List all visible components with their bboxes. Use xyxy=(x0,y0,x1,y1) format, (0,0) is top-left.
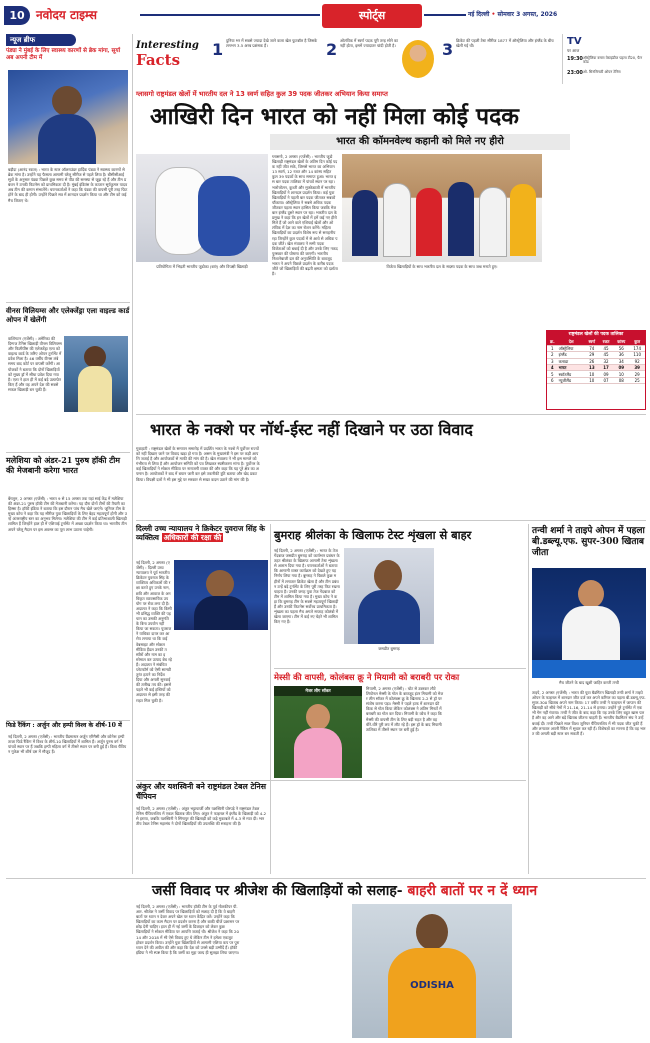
table-cell: 56 xyxy=(613,345,629,351)
tanvi-caption: मैच जीतने के बाद खुशी जाहिर करती तन्वी xyxy=(559,680,619,685)
main-subhead-bar xyxy=(270,134,570,150)
table-cell: 10 xyxy=(585,371,599,377)
fact-item-3 xyxy=(442,36,560,82)
yuvraj-headline-main: दिल्ली उच्च न्यायालय ने क्रिकेटर युवराज सिंह के व्यक्तित्व xyxy=(136,524,265,542)
team-photo-caption: विजेता खिलाड़ियों के साथ भारतीय दल के सदस्य पदक के साथ जश्न मनाते हुए। xyxy=(386,264,498,269)
table-cell: 45 xyxy=(599,345,613,351)
tanvi-headline: तन्वी शर्मा ने ताइपे ओपन में पहला बी.डब्ल्यू.एफ. सुपर-300 खिताब जीता xyxy=(532,526,645,558)
facts-title xyxy=(136,40,208,80)
judo-photo-caption: प्रतियोगिता में भिड़ती भारतीय जुडोका (बाएं) और विपक्षी खिलाड़ी xyxy=(156,264,248,269)
table-cell: 10 xyxy=(613,371,629,377)
fact-item-2 xyxy=(326,36,438,82)
northeast-body-4 xyxy=(516,446,646,516)
news-brief-label: न्यूज ब्रीफ xyxy=(10,36,35,44)
venus-body: वाशिंगटन (एजेंसी) : अमेरिका की दिग्गज टेनिस खिलाड़ी वीनस विलियम्स और फिलीपींस की एलेक्जेंड्रा एला को वाइल्ड कार्ड के जरिए ओपन टूर्नामेंट में प्रवेश मिला है। 46 वर्षीय वीनस लंबे समय बाद कोर्ट पर वापसी करेंगी। आयोजकों ने बताया कि दोनों खिलाड़ियों को मुख्य ड्रॉ में सीधा प्रवेश दिया गया है। एला ने हाल ही में कई बड़े उलटफेर किए हैं और वह अपने देश की सबसे सफल खिलाड़ी बन चुकी हैं। xyxy=(8,336,62,392)
yuvraj-photo xyxy=(174,560,268,630)
messi-headline: मेस्सी की वापसी, कोलंबस क्रू ने मियामी को बराबरी पर रोका xyxy=(274,672,460,682)
table-cell: 5 xyxy=(547,371,558,377)
sreejesh-photo xyxy=(352,904,512,1038)
divider xyxy=(274,668,526,669)
messi-photo xyxy=(274,686,362,778)
table-cell: 4 xyxy=(547,365,558,371)
main-body-col4 xyxy=(410,278,476,408)
athlete-2 xyxy=(384,184,410,256)
city: नई दिल्ली xyxy=(468,11,490,18)
medal-table-box xyxy=(546,330,646,410)
table-cell: 07 xyxy=(599,377,613,383)
section-title: स्पोर्ट्स xyxy=(358,9,386,22)
bumrah-caption: जसप्रीत बुमराह xyxy=(378,646,400,651)
tv-sublabel: पर आज xyxy=(567,48,580,53)
tv-show: ऑस्ट्रेलिया बनाम वेस्टइंडीज पहला टी20, फैन कोड xyxy=(583,56,643,65)
column-rule xyxy=(270,524,271,874)
sreejesh-face xyxy=(416,914,448,950)
fact-number: 2 xyxy=(326,40,338,59)
table-row xyxy=(547,377,645,383)
jersey-text: ODISHA xyxy=(410,980,454,991)
divider xyxy=(6,720,130,721)
tanvi-body: ताइपे, 2 अगस्त (एजेंसी) : भारत की युवा बैडमिंटन खिलाड़ी तन्वी शर्मा ने ताइपे ओपन के फाइनल में शानदार जीत दर्ज कर अपने करियर का पहला बी.डब्ल्यू.एफ. सुपर-300 खिताब अपने नाम किया। 17 वर्षीय तन्वी ने फाइनल में जापान की खिलाड़ी को सीधे गेमों में 21-16, 21-14 से हराया। उन्होंने पूरे टूर्नामेंट में एक भी गेम नहीं गंवाया। तन्वी ने जीत के बाद कहा कि यह उनके लिए बहुत खास पल है और वह आगे और बड़े खिताब जीतना चाहती हैं। भारतीय बैडमिंटन संघ ने उन्हें बधाई दी। तन्वी पिछले साल विश्व जूनियर चैंपियनशिप में भी पदक जीत चुकी हैं और लगातार अपनी रैंकिंग में सुधार कर रही हैं। विशेषज्ञों का मानना है कि वह भारत की अगली बड़ी स्टार बन सकती हैं। xyxy=(532,690,646,736)
sreejesh-headline-main: जर्सी विवाद पर श्रीजेश की खिलाड़ियों को सलाह- xyxy=(152,883,403,899)
fide-body: नई दिल्ली, 2 अगस्त (एजेंसी) : भारतीय ग्रैंडमास्टर अर्जुन एरिगैसी और कोनेरू हम्पी ताजा फिडे रैंकिंग में विश्व के शीर्ष-10 खिलाड़ियों में शामिल हैं। अर्जुन पुरुष वर्ग में पांचवें स्थान पर हैं जबकि हम्पी महिला वर्ग में तीसरे स्थान पर बनी हुई हैं। विश्व चैंपियन गुकेश भी शीर्ष दस में मौजूद हैं। xyxy=(8,734,127,755)
section-tab xyxy=(322,4,422,28)
column-header: स्वर्ण xyxy=(585,339,599,345)
table-cell: 09 xyxy=(613,365,629,371)
main-body-col3 xyxy=(342,278,408,408)
tanvi-photo xyxy=(532,568,646,678)
divider xyxy=(6,878,646,879)
mls-label: मेजर लीग सॉकर xyxy=(305,688,331,693)
bumrah-face xyxy=(374,560,402,592)
table-cell: भारत xyxy=(558,365,585,371)
sreejesh-jersey xyxy=(388,948,476,1038)
table-cell: 17 xyxy=(599,365,613,371)
fact-text: दुनिया भर में सबसे ज्यादा देखे जाने वाला खेल फुटबॉल है जिसके लगभग 3.5 अरब प्रशंसक हैं। xyxy=(226,38,318,49)
sreejesh-headline xyxy=(152,880,646,902)
column-rule xyxy=(132,34,133,874)
table-cell: 08 xyxy=(613,377,629,383)
judoka-blue xyxy=(198,176,250,256)
table-cell: 92 xyxy=(629,358,645,364)
northeast-body-3 xyxy=(388,446,514,516)
fact-number: 3 xyxy=(442,40,454,59)
dateline xyxy=(468,9,648,21)
fact-text: ओलंपिक में स्वर्ण पदक पूरी तरह सोने का नहीं होता, इसमें ज्यादातर चांदी होती है। xyxy=(340,38,399,49)
table-cell: 174 xyxy=(629,345,645,351)
page-number-badge xyxy=(4,6,30,25)
table-cell: इंग्लैंड xyxy=(558,352,585,358)
table-cell: कनाडा xyxy=(558,358,585,364)
tv-time: 19:30 xyxy=(567,56,583,62)
fact-number: 1 xyxy=(212,40,224,59)
venus-body-cont xyxy=(8,414,128,452)
medal-table-title: राष्ट्रमंडल खेलों की पदक तालिका xyxy=(547,331,645,339)
bumrah-photo xyxy=(344,548,434,644)
venus-headline: वीनस विलियम्स और एलेक्जेंड्रा एला वाइल्ड कार्ड ओपन में खेलेंगी xyxy=(6,306,130,324)
news-brief-headline: पंड्या ने मुंबई के लिए स्वास्थ्य कारणों से ब्रेक मांगा, सूर्या अब अपनी टीम में xyxy=(6,48,121,61)
fide-headline: फिडे रैंकिंग : अर्जुन और हम्पी विश्व के शीर्ष-10 में xyxy=(6,722,122,729)
masthead-rule-right xyxy=(424,14,466,16)
date: सोमवार 3 अगस्त, 2026 xyxy=(497,11,558,18)
venus-dress xyxy=(78,366,112,412)
sponsor-banner xyxy=(532,660,646,678)
main-headline: आखिरी दिन भारत को नहीं मिला कोई पदक xyxy=(150,103,519,130)
fact-photo xyxy=(402,40,434,78)
tv-row-1 xyxy=(567,56,645,68)
srilanka-body-1: नई दिल्ली, 2 अगस्त (एजेंसी) : भारत के तेज गेंदबाज जसप्रीत बुमराह को कार्यभार प्रबंधन के तहत श्रीलंका के खिलाफ आगामी टेस्ट शृंखला से आराम दिया गया है। चयनकर्ताओं ने बताया कि आगामी व्यस्त कार्यक्रम को देखते हुए यह निर्णय लिया गया है। बुमराह ने पिछले कुछ महीनों में लगातार क्रिकेट खेला है और टीम प्रबंधन उन्हें बड़े टूर्नामेंट के लिए पूरी तरह फिट रखना चाहता है। उनकी जगह युवा तेज गेंदबाज को टीम में शामिल किया गया है। मुख्य कोच ने कहा कि बुमराह टीम के सबसे महत्वपूर्ण खिलाड़ी हैं और उनकी फिटनेस सर्वोच्च प्राथमिकता है। शृंखला का पहला मैच अगले सप्ताह कोलंबो में खेला जाएगा। टीम में कई नए चेहरे भी शामिल किए गए हैं। xyxy=(274,548,340,625)
medal-table xyxy=(547,339,645,384)
news-brief-tag xyxy=(6,34,76,46)
pandya-photo xyxy=(8,70,128,164)
northeast-body-2 xyxy=(262,446,386,516)
athlete-4 xyxy=(448,182,474,256)
sreejesh-body-2 xyxy=(244,904,348,1038)
sreejesh-headline-highlight: बाहरी बातों पर न दें ध्यान xyxy=(407,883,538,899)
table-cell: 09 xyxy=(599,371,613,377)
table-cell: 74 xyxy=(585,345,599,351)
venus-figure xyxy=(84,346,106,368)
main-body-col-left xyxy=(136,278,268,408)
column-header: कुल xyxy=(629,339,645,345)
athlete-1 xyxy=(352,190,378,256)
table-cell: 1 xyxy=(547,345,558,351)
messi-body-1: मियामी, 2 अगस्त (एजेंसी) : चोट से उबरकर लौटे लियोनल मेस्सी के गोल के बावजूद इंटर मियामी को मेजर लीग सॉकर में कोलंबस क्रू के खिलाफ 2-2 से ड्रॉ पर संतोष करना पड़ा। मेस्सी ने पहले हाफ में शानदार फ्री किक से गोल किया लेकिन कोलंबस ने अंतिम मिनटों में बराबरी का गोल कर दिया। मियामी के कोच ने कहा कि मेस्सी की वापसी टीम के लिए बड़ी राहत है और वह धीरे-धीरे पूरी लय में लौट रहे हैं। इस ड्रॉ के बाद मियामी तालिका में तीसरे स्थान पर बनी हुई है। xyxy=(366,686,444,732)
yuvraj-face xyxy=(206,570,234,598)
ankur-headline: अंकुर और यशस्विनी बने राष्ट्रमंडल टेबल टेनिस चैंपियन xyxy=(136,782,267,801)
srilanka-headline: बुमराह श्रीलंका के खिलाफ टेस्ट शृंखला से बाहर xyxy=(274,528,472,542)
yuvraj-body-1: नई दिल्ली, 2 अगस्त (एजेंसी) : दिल्ली उच्च न्यायालय ने पूर्व भारतीय क्रिकेटर युवराज सिंह के व्यक्तित्व अधिकारों की रक्षा करते हुए उनके नाम, छवि और आवाज के अनधिकृत व्यावसायिक उपयोग पर रोक लगा दी है। अदालत ने कहा कि किसी भी प्रसिद्ध व्यक्ति की पहचान का उसकी अनुमति के बिना उपयोग नहीं किया जा सकता। युवराज ने याचिका दायर कर आरोप लगाया था कि कई वेबसाइट और सोशल मीडिया हैंडल उनकी तस्वीरों और नाम का इस्तेमाल कर उत्पाद बेच रहे हैं। अदालत ने संबंधित प्लेटफॉर्म को ऐसी सामग्री तुरंत हटाने का निर्देश दिया और अगली सुनवाई की तारीख तय की। इससे पहले भी कई हस्तियों को अदालत से इसी तरह की राहत मिल चुकी है। xyxy=(136,560,172,703)
messi-kit xyxy=(294,728,342,778)
team-photo xyxy=(342,154,542,262)
column-rule xyxy=(528,524,529,874)
facts-strip xyxy=(136,34,560,84)
main-subhead: भारत की कॉमनवेल्थ कहानी को मिले नए हीरो xyxy=(336,136,504,147)
table-cell: 29 xyxy=(585,352,599,358)
athlete-5 xyxy=(480,188,506,256)
table-cell: 110 xyxy=(629,352,645,358)
tanvi-face xyxy=(578,580,604,608)
masthead xyxy=(0,0,650,30)
divider xyxy=(136,414,646,415)
table-cell: 26 xyxy=(585,358,599,364)
divider xyxy=(6,452,130,453)
athlete-3 xyxy=(416,188,442,256)
table-cell: 36 xyxy=(613,352,629,358)
table-cell: 32 xyxy=(599,358,613,364)
player-body xyxy=(38,114,96,164)
table-cell: स्कॉटलैंड xyxy=(558,371,585,377)
yuvraj-headline-highlight: अधिकारों की रक्षा की xyxy=(163,533,222,542)
sreejesh-body-1: नई दिल्ली, 2 अगस्त (एजेंसी) : भारतीय हॉकी टीम के पूर्व गोलकीपर पी.आर. श्रीजेश ने जर्सी विवाद पर खिलाड़ियों को सलाह दी है कि वे बाहरी बातों पर ध्यान न देकर अपने खेल पर ध्यान केंद्रित करें। उन्होंने कहा कि खिलाड़ियों का काम मैदान पर प्रदर्शन करना है और बाकी चीजें प्रशासन पर छोड़ देनी चाहिए। हाल ही में नई जर्सी के डिजाइन को लेकर कुछ खिलाड़ियों ने सोशल मीडिया पर आपत्ति जताई थी। श्रीजेश ने कहा कि 2014 और 2018 में भी ऐसे विवाद हुए थे लेकिन टीम ने हमेशा एकजुट होकर प्रदर्शन किया। उन्होंने युवा खिलाड़ियों से आगामी एशिया कप पर पूरा ध्यान देने की अपील की और कहा कि देश को उनसे बड़ी उम्मीदें हैं। हॉकी इंडिया ने भी स्पष्ट किया है कि जर्सी का मुद्दा जल्द ही सुलझा लिया जाएगा। xyxy=(136,904,240,955)
column-header: देश xyxy=(558,339,585,345)
column-header: रजत xyxy=(599,339,613,345)
table-cell: 25 xyxy=(629,377,645,383)
tv-schedule xyxy=(562,34,646,84)
table-cell: 45 xyxy=(599,352,613,358)
messi-photo-label xyxy=(274,686,362,696)
table-cell: 2 xyxy=(547,352,558,358)
tv-row-2 xyxy=(567,70,645,82)
divider xyxy=(136,780,526,781)
table-cell: न्यूजीलैंड xyxy=(558,377,585,383)
srilanka-body-2 xyxy=(436,548,526,666)
table-cell: 10 xyxy=(585,377,599,383)
yuvraj-body xyxy=(194,596,248,630)
judo-photo xyxy=(136,154,268,262)
facts-title-line1: Interesting xyxy=(136,40,199,51)
news-brief-body: बड़ौदा (आनंद रवाल) : भारत के स्टार ऑलराउंडर हार्दिक पंड्या ने स्वास्थ्य कारणों से ब्रेक मांगा है। उन्होंने यह फैसला आगामी घरेलू सीरीज से पहले लिया है। बीसीसीआई सूत्रों के अनुसार पंड्या पिछले कुछ समय से पीठ की समस्या से जूझ रहे हैं और टीम प्रबंधन ने उनकी फिटनेस को प्राथमिकता दी है। मुंबई इंडियंस के कप्तान सूर्यकुमार यादव अब टीम की कमान संभालेंगे। चयनकर्ताओं ने कहा कि पंड्या की वापसी पूरी तरह फिट होने के बाद ही होगी। उन्होंने पिछले सत्र में शानदार प्रदर्शन किया था और टीम को कई मैच जिताए थे। xyxy=(8,167,128,203)
northeast-headline: भारत के नक्शे पर नॉर्थ-ईस्ट नहीं दिखाने पर उठा विवाद xyxy=(150,420,473,439)
table-cell: 13 xyxy=(585,365,599,371)
messi-face xyxy=(306,704,330,730)
sreejesh-body-3 xyxy=(516,904,646,1038)
tv-label: TV xyxy=(567,36,582,47)
northeast-body-1: गुवाहाटी : राष्ट्रमंडल खेलों के समापन समारोह में प्रदर्शित भारत के नक्शे में पूर्वोत्तर राज्यों को नहीं दिखाए जाने पर विवाद खड़ा हो गया है। असम के मुख्यमंत्री ने इस पर कड़ी आपत्ति जताई है और आयोजकों से माफी की मांग की है। खेल मंत्रालय ने भी इस मामले को गंभीरता से लिया है और आयोजन समिति को पत्र लिखकर स्पष्टीकरण मांगा है। पूर्वोत्तर के कई खिलाड़ियों ने सोशल मीडिया पर नाराजगी व्यक्त की और कहा कि यह पूरे क्षेत्र का अपमान है। आयोजकों ने बाद में बयान जारी कर इसे तकनीकी त्रुटि बताया और खेद प्रकट किया। विपक्षी दलों ने भी इस मुद्दे पर सरकार से सख्त कदम उठाने की मांग की है। xyxy=(136,446,260,482)
column-header: क्र. xyxy=(547,339,558,345)
divider xyxy=(136,520,646,521)
tv-time: 23:00 xyxy=(567,70,583,76)
table-cell: 29 xyxy=(629,371,645,377)
page-number: 10 xyxy=(9,9,25,22)
table-cell: 34 xyxy=(613,358,629,364)
paper-name: नवोदय टाइम्स xyxy=(36,8,98,22)
column-header: कांस्य xyxy=(613,339,629,345)
bumrah-jersey xyxy=(358,590,420,644)
tv-show: ओ. सिनसिनाटी ओपन टेनिस xyxy=(583,70,621,74)
left-bottom-filler xyxy=(8,856,130,876)
yuvraj-headline xyxy=(136,524,268,558)
main-body-side xyxy=(546,154,646,274)
venus-photo xyxy=(64,336,128,412)
facts-title-line2: Facts xyxy=(136,51,181,69)
fact-item-1 xyxy=(212,36,322,82)
divider xyxy=(6,302,130,303)
date-separator: • xyxy=(491,11,496,18)
main-body-col1: ग्लासगो, 2 अगस्त (एजेंसी) : भारतीय जूडो खिलाड़ी राष्ट्रमंडल खेलों के अंतिम दिन कोई पदक नहीं जीत सके, जिससे भारत का अभियान 13 स्वर्ण, 12 रजत और 14 कांस्य सहित कुल 39 पदकों के साथ समाप्त हुआ। भारत इस बार पदक तालिका में पांचवें स्थान पर रहा। भारोत्तोलन, कुश्ती और मुक्केबाजी में भारतीय खिलाड़ियों ने शानदार प्रदर्शन किया। कई युवा खिलाड़ियों ने पहली बार पदक जीतकर सबको चौंकाया। ऑस्ट्रेलिया ने सबसे अधिक पदक जीतकर पहला स्थान हासिल किया जबकि मेजबान इंग्लैंड दूसरे स्थान पर रहा। भारतीय दल के प्रमुख ने कहा कि इन खेलों में हमें कई नए हीरो मिले हैं जो आने वाले एशियाई खेलों और ओलंपिक में देश का नाम रोशन करेंगे। महिला खिलाड़ियों का प्रदर्शन विशेष रूप से सराहनीय रहा जिन्होंने कुल पदकों में से आधे से अधिक पदक जीते। खेल मंत्रालय ने सभी पदक विजेताओं को बधाई दी है और उनके लिए नकद पुरस्कार की घोषणा की जाएगी। भारतीय निशानेबाजी दल की अनुपस्थिति के बावजूद भारत ने अपने पिछले प्रदर्शन के करीब पदक जीते जो खिलाड़ियों की बढ़ती क्षमता को दर्शाता है। xyxy=(272,154,338,277)
table-cell: 3 xyxy=(547,358,558,364)
malaysia-headline: मलेशिया को अंडर-21 पुरुष हॉकी टीम की मेजबानी करेगा भारत xyxy=(6,455,121,475)
table-cell: ऑस्ट्रेलिया xyxy=(558,345,585,351)
main-body-col5 xyxy=(478,278,544,408)
table-cell: 6 xyxy=(547,377,558,383)
table-cell: 39 xyxy=(629,365,645,371)
fact-text: क्रिकेट की पहली टेस्ट सीरीज 1877 में ऑस्ट्रेलिया और इंग्लैंड के बीच खेली गई थी। xyxy=(456,38,554,49)
player-silhouette xyxy=(52,86,82,116)
masthead-rule xyxy=(140,14,320,16)
ankur-body: नई दिल्ली, 2 अगस्त (एजेंसी) : अंकुर भट्टाचार्जी और यशस्विनी घोरपड़े ने राष्ट्रमंडल टेबल टेनिस चैंपियनशिप में एकल खिताब जीत लिए। अंकुर ने फाइनल में इंग्लैंड के खिलाड़ी को 4-2 से हराया, जबकि यशस्विनी ने सिंगापुर की खिलाड़ी को कड़े मुकाबले में 4-3 से मात दी। भारतीय टेबल टेनिस महासंघ ने दोनों खिलाड़ियों की उपलब्धि की सराहना की है। xyxy=(136,806,267,827)
messi-body-2 xyxy=(446,686,526,778)
left-bottom-text xyxy=(8,884,130,1038)
main-kicker: ग्लासगो राष्ट्रमंडल खेलों में भारतीय दल ने 13 स्वर्ण सहित कुल 39 पदक जीतकर अभियान किया समाप्त xyxy=(136,90,388,98)
athlete-6 xyxy=(510,184,536,256)
malaysia-body: बेंगलुरु, 2 अगस्त (एजेंसी) : भारत 9 से 15 अगस्त तक यहां साई केंद्र में मलेशिया की अंडर-21 पुरुष हॉकी टीम की मेजबानी करेगा। यह दौरा दोनों टीमों की तैयारी का हिस्सा है। हॉकी इंडिया ने बताया कि इस दौरान पांच मैच खेले जाएंगे। जूनियर टीम के मुख्य कोच ने कहा कि यह सीरीज युवा खिलाड़ियों के लिए बेहद महत्वपूर्ण होगी और उन्हें अंतरराष्ट्रीय स्तर का अनुभव मिलेगा। मलेशिया की टीम में कई प्रतिभाशाली खिलाड़ी शामिल हैं जिन्होंने हाल ही में एशियाई टूर्नामेंट में अच्छा प्रदर्शन किया था। भारतीय टीम अपने घरेलू मैदान पर इस अवसर का पूरा लाभ उठाना चाहेगी। xyxy=(8,496,127,532)
